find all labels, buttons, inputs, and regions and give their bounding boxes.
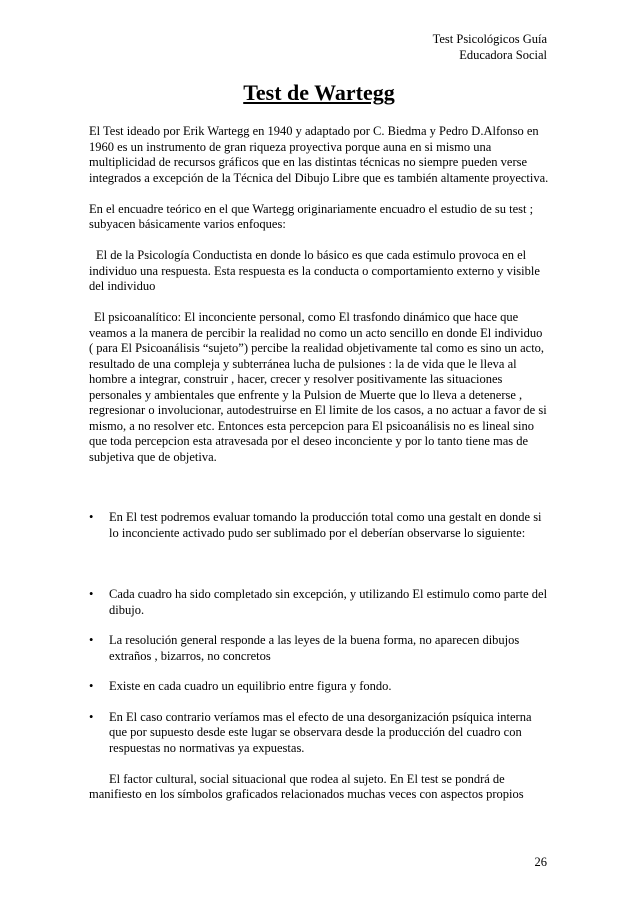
paragraph-conductista: El de la Psicología Conductista en donde lo básico es que cada estimulo provoca en el individuo una respuesta. Esta respuesta es la conducta o comportamiento externo y visible del individuo	[89, 248, 540, 293]
page-number: 26	[534, 855, 547, 869]
paragraph-psicoanalitico: El psicoanalítico: El inconciente personal, como El trasfondo dinámico que hace que veamos a la manera de percibir la realidad no como un acto sencillo en donde El individuo ( para El Psicoanálisis “sujeto”) percibe la realidad objetivamente tal como es sino un acto, resultado de una compleja y subterránea lucha de pulsiones : la de vida que le lleva al hombre a integrar, construir , hacer, crecer y resolver positivamente las situaciones personales y ambientales que enfrente y la Pulsion de Muerte que lo lleva a detenerse , regresionar o involucionar, autodestruirse en El limite de los casos, a no actuar a favor de si mismo, a no resolver etc. Entonces esta percepcion para El psicoanálisis no es lineal sino que toda percepcion esta atravesada por el deseo inconciente y por lo tanto tiene mas de subjetiva que de objetiva.	[89, 310, 547, 464]
page-header	[433, 32, 547, 63]
bullet-icon: •	[89, 709, 94, 724]
list-item	[89, 587, 549, 618]
bullet-icon: •	[89, 633, 94, 647]
list-item	[89, 510, 549, 541]
list-item	[89, 710, 549, 757]
list-item-text: Existe en cada cuadro un equilibrio entre figura y fondo.	[109, 679, 392, 693]
list-item-text: En El caso contrario veríamos mas el efecto de una desorganización psíquica interna que por supuesto desde este lugar se observara desde la producción del cuadro con respuestas no normativas ya expuestas.	[109, 709, 532, 755]
list-item	[89, 633, 549, 664]
paragraph-factor-cultural: El factor cultural, social situacional que rodea al sujeto. En El test se pondrá de manifiesto en los símbolos graficados relacionados muchas veces con aspectos propios	[89, 771, 524, 801]
bullet-icon: •	[89, 587, 94, 601]
list-item-text: Cada cuadro ha sido completado sin excepción, y utilizando El estimulo como parte del dibujo.	[109, 587, 548, 617]
list-item	[89, 679, 549, 695]
header-line-1: Test Psicológicos Guía	[432, 32, 547, 46]
page-title: Test de Wartegg	[243, 80, 395, 105]
paragraph-intro: El Test ideado por Erik Wartegg en 1940 y adaptado por C. Biedma y Pedro D.Alfonso en 1960 es un instrumento de gran riqueza proyectiva porque auna en si mismo una multiplicidad de recursos gráficos que en las distintas técnicas no siempre pueden verse integrados a excepción de la Técnica del Dibujo Libre que es también altamente proyectiva.	[89, 124, 549, 185]
list-item-text: La resolución general responde a las leyes de la buena forma, no aparecen dibujos extraños , bizarros, no concretos	[109, 633, 520, 663]
header-line-2: Educadora Social	[459, 47, 547, 62]
bullet-list	[89, 510, 549, 756]
document-body	[89, 124, 549, 803]
paragraph-encuadre: En el encuadre teórico en el que Wartegg originariamente encuadro el estudio de su test ; subyacen básicamente varios enfoques:	[89, 201, 534, 231]
bullet-icon: •	[89, 510, 94, 524]
list-item-text: En El test podremos evaluar tomando la producción total como una gestalt en donde si lo inconciente activado pudo ser sublimado por el deberían observarse lo siguiente:	[109, 510, 542, 540]
bullet-icon: •	[89, 679, 94, 693]
